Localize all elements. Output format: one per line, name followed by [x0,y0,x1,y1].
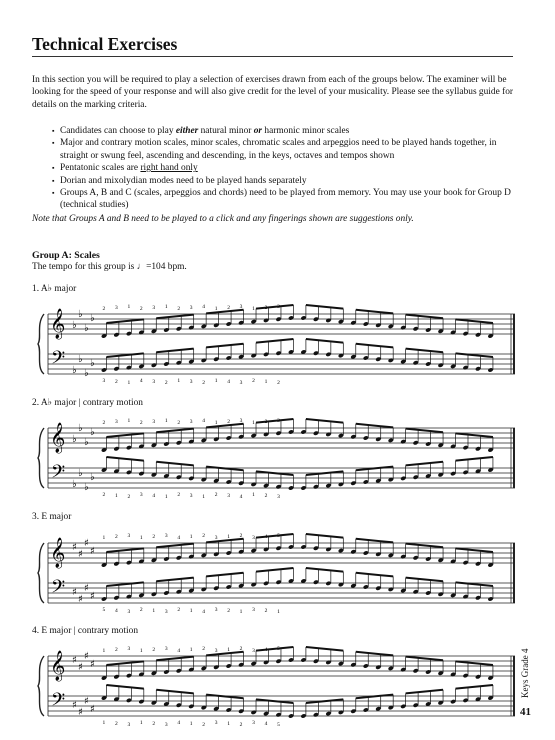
fingering-label: 4 [202,304,205,310]
brace-icon [38,543,44,603]
note-beam [106,457,143,461]
note-beam [406,462,443,466]
fingering-label: 4 [264,721,268,726]
fingering-label: 3 [214,720,218,726]
fingering-label: 2 [177,306,181,312]
fingering-label: 4 [202,609,205,613]
fingering-label: 4 [139,378,143,384]
fingering-label: 2 [214,492,218,498]
flat-icon: ♭ [84,368,89,379]
fingering-label: 2 [177,607,181,613]
flat-icon: ♭ [90,427,95,438]
fingering-label: 2 [239,646,243,652]
flat-icon: ♭ [72,320,77,331]
fingering-label: 2 [102,420,106,426]
fingering-label: 1 [252,306,255,312]
note-beam [406,657,443,661]
fingering-label: 1 [239,609,243,613]
fingering-label: 2 [114,721,118,726]
note-beam [406,315,443,319]
bass-clef-icon: 𝄢 [51,348,66,373]
flat-icon: ♭ [90,313,95,324]
treble-clef-icon: 𝄞 [50,651,66,681]
brace-icon [38,314,44,374]
list-item: ▪ Dorian and mixolydian modes need to be played hands separately [60,175,515,187]
fingering-label: 3 [214,607,218,613]
note-beam [406,578,443,582]
sharp-icon: ♯ [90,659,95,670]
fingering-label: 3 [277,304,280,310]
note-beam [256,305,293,309]
sharp-icon: ♯ [78,662,83,673]
sharp-icon: ♯ [84,651,89,662]
fingering-label: 2 [114,647,118,653]
fingering-label: 2 [102,492,106,498]
sharp-icon: ♯ [90,591,95,602]
fingering-label: 3 [189,305,193,311]
note-beam [356,310,393,314]
sharp-icon: ♯ [72,655,77,666]
fingering-label: 3 [214,648,218,654]
fingering-label: 1 [214,378,218,384]
title-divider [32,56,513,57]
quarter-note-icon: ♩ [136,262,147,272]
intro-paragraph: In this section you will be required to play a selection of exercises drawn from each of the groups below. The examiner will be looking for the speed of your response and will also give credit for the level of your musicality. Please see the syllabus guide for details on the marking criteria. [32,75,514,110]
exercise-label: 4. E major | contrary motion [32,626,139,636]
fingering-label: 2 [239,722,243,726]
fingering-label: 2 [177,492,181,498]
note-beam [356,467,393,471]
note-beam [256,339,293,343]
note-beam [456,319,493,323]
flat-icon: ♭ [72,365,77,376]
brace-icon [38,428,44,488]
fingering-label: 3 [189,493,193,498]
treble-clef-icon: 𝄞 [50,423,66,453]
note-beam [356,539,393,543]
fingering-label: 3 [239,380,243,384]
fingering-label: 3 [152,419,156,425]
fingering-label: 1 [277,609,280,613]
bass-clef-icon: 𝄢 [51,577,66,602]
flat-icon: ♭ [78,423,83,434]
fingering-label: 3 [252,607,255,613]
fingering-label: 5 [277,533,280,539]
fingering-label: 3 [227,493,230,498]
note-beam [156,462,193,466]
list-item: ▪ Candidates can choose to play either natural minor or harmonic minor scales [60,125,515,137]
sharp-icon: ♯ [72,542,77,553]
fingering-label: 3 [139,492,143,498]
fingering-label: 2 [152,721,156,726]
grand-staff [32,525,517,613]
note-beam [156,657,193,661]
fingering-label: 2 [264,493,268,498]
fingering-label: 3 [127,609,131,613]
list-item: ▪ Groups A, B and C (scales, arpeggios and chords) need to be played from memory. You may use your book for Group D (technical studies) [60,187,515,212]
fingering-label: 3 [252,720,255,726]
note-beam [206,652,243,656]
fingering-label: 3 [214,535,218,541]
sharp-icon: ♯ [90,704,95,715]
fingering-label: 4 [177,535,181,541]
fingering-label: 2 [239,533,243,539]
fingering-label: 2 [227,608,230,613]
fingering-label: 1 [127,418,131,424]
note-beam [206,310,243,314]
fingering-label: 2 [139,306,143,312]
note-beam [256,419,293,423]
fingering-label: 2 [264,419,268,425]
fingering-label: 3 [127,533,131,539]
page-number: 41 [520,706,531,718]
note-beam [356,344,393,348]
fingering-label: 1 [102,535,106,541]
fingering-label: 2 [139,607,143,613]
note-beam [256,647,293,651]
fingering-label: 2 [127,494,131,498]
fingering-label: 3 [127,722,131,726]
fingering-label: 3 [189,419,193,425]
note-beam [456,457,493,461]
fingering-label: 3 [164,533,168,539]
note-beam [456,433,493,437]
fingering-label: 2 [202,646,205,652]
sharp-icon: ♯ [84,538,89,549]
bass-clef-icon: 𝄢 [51,690,66,715]
fingering-label: 4 [264,534,268,540]
note-beam [456,661,493,665]
fingering-label: 3 [252,648,255,654]
sharp-icon: ♯ [90,546,95,557]
grand-staff [32,638,517,726]
note-beam [256,568,293,572]
fingering-label: 1 [227,534,230,540]
fingering-label: 1 [202,494,205,498]
flat-icon: ♭ [84,437,89,448]
fingering-label: 4 [177,648,181,654]
fingering-label: 1 [189,534,193,540]
fingering-label: 3 [114,305,118,311]
note-beam [356,652,393,656]
sharp-icon: ♯ [72,587,77,598]
fingering-label: 2 [202,380,205,384]
fingering-label: 2 [164,380,168,384]
fingering-label: 1 [252,492,255,498]
note-beam [106,661,143,665]
fingering-label: 2 [102,306,106,312]
note-beam [406,349,443,353]
fingering-label: 2 [264,305,268,311]
fingering-label: 2 [114,534,118,540]
note-beam [156,578,193,582]
note-beam [206,695,243,699]
flat-icon: ♭ [78,354,83,365]
sharp-icon: ♯ [84,583,89,594]
note-beam [106,319,143,323]
fingering-label: 3 [102,378,106,384]
fingering-label: 3 [127,646,131,652]
instructions-list [60,125,515,212]
group-title: Group A: Scales [32,250,100,261]
flat-icon: ♭ [90,358,95,369]
fingering-label: 2 [227,419,230,425]
fingering-label: 4 [264,647,268,653]
fingering-label: 2 [202,722,205,726]
fingering-label: 1 [189,647,193,653]
fingering-label: 3 [239,418,243,424]
fingering-label: 1 [189,721,193,726]
note-beam [206,467,243,471]
note-beam [306,305,343,309]
fingering-label: 1 [102,720,106,726]
fingering-label: 2 [277,380,280,384]
flat-icon: ♭ [90,472,95,483]
fingering-label: 1 [214,306,218,312]
fingering-label: 2 [227,305,230,311]
fingering-label: 4 [239,494,243,498]
sharp-icon: ♯ [78,594,83,605]
fingering-label: 1 [127,380,131,384]
fingering-label: 3 [164,609,168,613]
sharp-icon: ♯ [78,549,83,560]
note-beam [356,424,393,428]
fingering-label: 3 [277,418,280,424]
fingering-label: 4 [114,608,118,613]
note-beam [306,647,343,651]
flat-icon: ♭ [78,468,83,479]
note-beam [206,573,243,577]
fingering-label: 1 [139,535,143,541]
fingering-note: Note that Groups A and B need to be played to a click and any fingerings shown are suggestions only. [32,214,414,224]
list-item: ▪ Pentatonic scales are right hand only [60,162,515,174]
note-beam [156,349,193,353]
flat-icon: ♭ [84,323,89,334]
note-beam [256,534,293,538]
fingering-label: 3 [164,722,168,726]
treble-clef-icon: 𝄞 [50,309,66,339]
note-beam [206,344,243,348]
note-beam [406,429,443,433]
note-beam [306,419,343,423]
fingering-label: 1 [114,493,118,498]
fingering-label: 2 [202,533,205,539]
note-beam [156,315,193,319]
note-beam [406,690,443,694]
tempo-line: The tempo for this group is ♩=104 bpm. [32,262,187,272]
treble-clef-icon: 𝄞 [50,538,66,568]
flat-icon: ♭ [78,309,83,320]
fingering-label: 1 [227,721,230,726]
bass-clef-icon: 𝄢 [51,462,66,487]
note-beam [206,424,243,428]
note-beam [156,690,193,694]
note-beam [106,433,143,437]
flat-icon: ♭ [72,434,77,445]
note-beam [306,339,343,343]
note-beam [306,534,343,538]
fingering-label: 1 [139,648,143,654]
note-beam [456,548,493,552]
note-beam [106,548,143,552]
sharp-icon: ♯ [78,707,83,718]
fingering-label: 3 [277,494,280,498]
fingering-label: 1 [214,420,218,426]
exercise-label: 3. E major [32,512,72,522]
note-beam [356,573,393,577]
fingering-label: 2 [264,608,268,613]
sharp-icon: ♯ [72,700,77,711]
fingering-label: 1 [102,648,106,654]
fingering-label: 5 [277,646,280,652]
fingering-label: 3 [252,535,255,541]
note-beam [456,685,493,689]
page-title: Technical Exercises [32,34,178,54]
fingering-label: 1 [164,304,168,310]
fingering-label: 4 [227,379,230,384]
grand-staff [32,410,517,498]
flat-icon: ♭ [72,479,77,490]
note-beam [156,544,193,548]
fingering-label: 3 [164,646,168,652]
fingering-label: 4 [177,720,181,726]
note-beam [406,544,443,548]
list-item: ▪ Major and contrary motion scales, minor scales, chromatic scales and arpeggios need to be played hands together, in straight or swung feel, ascending and descending, in the keys, octaves and tempos shown [60,137,515,162]
flat-icon: ♭ [84,482,89,493]
fingering-label: 3 [152,305,156,311]
fingering-label: 2 [114,379,118,384]
fingering-label: 1 [139,720,143,726]
fingering-label: 1 [177,378,181,384]
fingering-label: 3 [114,419,118,425]
fingering-label: 1 [152,608,156,613]
note-beam [306,568,343,572]
fingering-label: 1 [189,608,193,613]
note-beam [356,695,393,699]
fingering-label: 5 [102,607,106,613]
fingering-label: 2 [152,647,156,653]
fingering-label: 2 [152,534,156,540]
fingering-label: 1 [252,420,255,426]
fingering-label: 1 [264,379,268,384]
note-beam [156,429,193,433]
fingering-label: 2 [252,378,255,384]
fingering-label: 3 [152,379,156,384]
brace-icon [38,656,44,716]
fingering-label: 1 [164,418,168,424]
fingering-label: 4 [202,418,205,424]
fingering-label: 3 [239,304,243,310]
fingering-label: 3 [189,379,193,384]
exercise-label: 1. A♭ major [32,284,77,294]
fingering-label: 2 [177,420,181,426]
note-beam [106,685,143,689]
fingering-label: 5 [277,722,280,726]
note-beam [206,539,243,543]
side-label: Keys Grade 4 [520,648,530,698]
sharp-icon: ♯ [84,696,89,707]
exercise-label: 2. A♭ major | contrary motion [32,398,143,408]
grand-staff [32,296,517,384]
fingering-label: 4 [152,493,156,498]
fingering-label: 1 [164,494,168,498]
fingering-label: 1 [227,647,230,653]
fingering-label: 2 [139,420,143,426]
fingering-label: 1 [127,304,131,310]
